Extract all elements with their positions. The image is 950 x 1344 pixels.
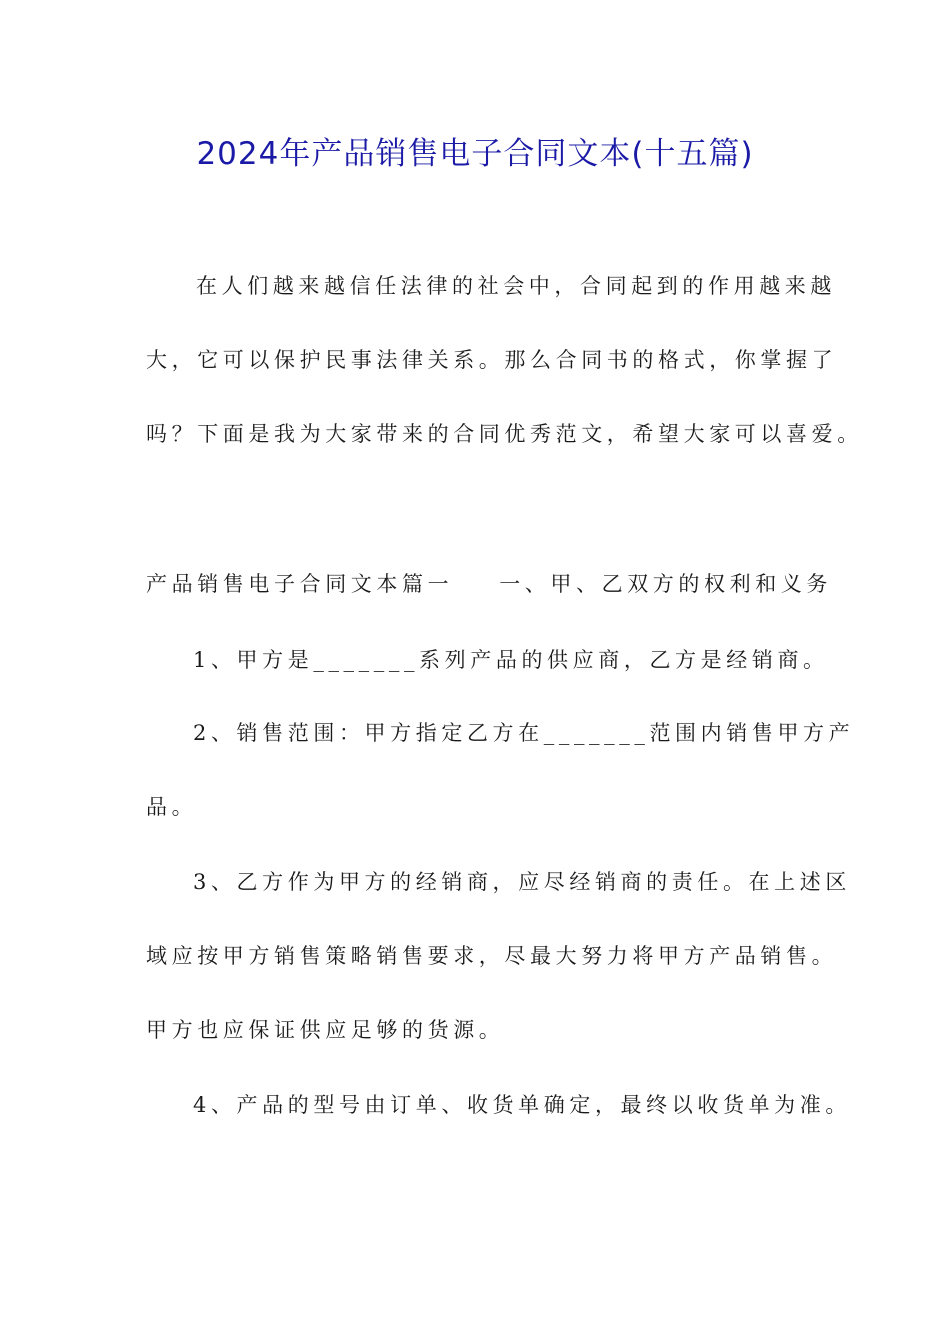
clause-3-line-2: 域应按甲方销售策略销售要求，尽最大努力将甲方产品销售。 [146,944,838,968]
section-subheading: 一、甲、乙双方的权利和义务 [499,572,833,596]
intro-line-3: 吗？下面是我为大家带来的合同优秀范文，希望大家可以喜爱。 [146,422,863,446]
intro-line-2: 大，它可以保护民事法律关系。那么合同书的格式，你掌握了 [146,348,838,372]
document-title: 2024年产品销售电子合同文本(十五篇) [196,136,754,172]
clause-4: 4、产品的型号由订单、收货单确定，最终以收货单为准。 [193,1093,851,1117]
clause-2-line-2: 品。 [146,795,198,819]
section-heading-row [146,569,832,599]
clause-3-line-3: 甲方也应保证供应足够的货源。 [146,1018,505,1042]
clause-3-line-1: 3、乙方作为甲方的经销商，应尽经销商的责任。在上述区 [193,870,851,894]
intro-line-1: 在人们越来越信任法律的社会中，合同起到的作用越来越 [196,274,836,298]
clause-1: 1、甲方是_______系列产品的供应商，乙方是经销商。 [193,648,829,672]
section-heading: 产品销售电子合同文本篇一 [146,572,454,596]
clause-2-line-1: 2、销售范围：甲方指定乙方在_______范围内销售甲方产 [193,721,855,745]
